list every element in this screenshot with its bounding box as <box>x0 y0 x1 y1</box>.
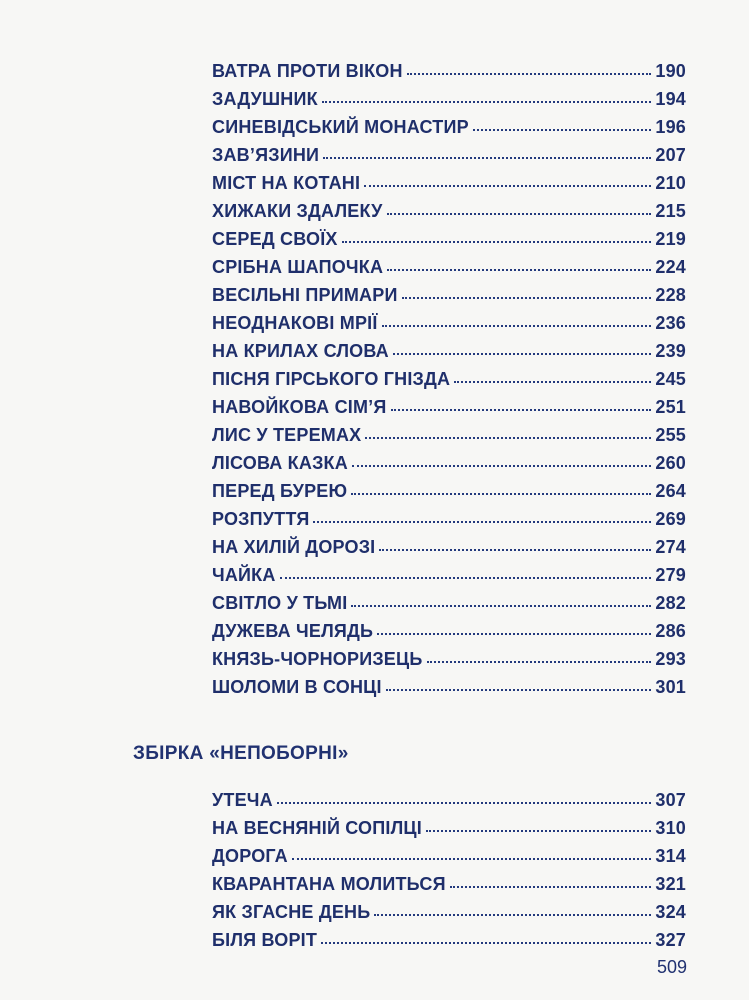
toc-entry-title: НЕОДНАКОВІ МРІЇ <box>212 313 378 333</box>
toc-entry-page-number: 321 <box>655 874 686 894</box>
dot-leader <box>426 830 651 832</box>
toc-entry-title: МІСТ НА КОТАНІ <box>212 173 361 193</box>
toc-entry <box>212 306 686 334</box>
toc-entry-title: ШОЛОМИ В СОНЦІ <box>212 677 382 697</box>
toc-entry-page-number: 282 <box>655 593 686 613</box>
toc-entry-page-number: 314 <box>655 846 686 866</box>
dot-leader <box>351 605 651 607</box>
toc-entry-title: НА КРИЛАХ СЛОВА <box>212 341 389 361</box>
toc-entry-page-number: 190 <box>655 61 686 81</box>
toc-entry-page-number: 310 <box>655 818 686 838</box>
toc-entry <box>212 502 686 530</box>
page-number: 509 <box>656 957 687 977</box>
toc-entry <box>212 867 686 895</box>
toc-entry <box>212 194 686 222</box>
toc-entry <box>212 418 686 446</box>
dot-leader <box>473 129 652 131</box>
toc-entry-page-number: 194 <box>655 89 686 109</box>
toc-entry-page-number: 269 <box>655 509 686 529</box>
dot-leader <box>322 101 652 103</box>
toc-entry-title: РОЗПУТТЯ <box>212 509 310 529</box>
toc-entry-title: КНЯЗЬ-ЧОРНОРИЗЕЦЬ <box>212 649 423 669</box>
dot-leader <box>377 633 651 635</box>
dot-leader <box>391 409 652 411</box>
toc-entry-page-number: 207 <box>655 145 686 165</box>
dot-leader <box>386 689 652 691</box>
dot-leader <box>374 914 651 916</box>
toc-entry-title: ХИЖАКИ ЗДАЛЕКУ <box>212 201 383 221</box>
toc-entry <box>212 586 686 614</box>
dot-leader <box>313 521 651 523</box>
toc-entry-page-number: 251 <box>655 397 686 417</box>
toc-entry-title: СИНЕВІДСЬКИЙ МОНАСТИР <box>212 117 469 137</box>
toc-entry-page-number: 264 <box>655 481 686 501</box>
toc-entry <box>212 138 686 166</box>
toc-entry <box>212 362 686 390</box>
dot-leader <box>454 381 651 383</box>
dot-leader <box>387 269 651 271</box>
toc-entry <box>212 54 686 82</box>
toc-entry-page-number: 239 <box>655 341 686 361</box>
toc-entry-page-number: 307 <box>655 790 686 810</box>
dot-leader <box>352 465 651 467</box>
toc-entry-title: ЗАДУШНИК <box>212 89 318 109</box>
toc-entry-page-number: 293 <box>655 649 686 669</box>
toc-entry <box>212 530 686 558</box>
toc-entry <box>212 334 686 362</box>
toc-entry-page-number: 224 <box>655 257 686 277</box>
toc-entry-page-number: 279 <box>655 565 686 585</box>
toc-entry <box>212 222 686 250</box>
toc-entry-title: ЛИС У ТЕРЕМАХ <box>212 425 362 445</box>
toc-entry <box>212 839 686 867</box>
toc-entry <box>212 166 686 194</box>
toc-entry-title: ДОРОГА <box>212 846 288 866</box>
dot-leader <box>351 493 651 495</box>
toc-entry-page-number: 236 <box>655 313 686 333</box>
dot-leader <box>379 549 651 551</box>
toc-entry-page-number: 260 <box>655 453 686 473</box>
toc-entry-page-number: 245 <box>655 369 686 389</box>
toc-entry <box>212 895 686 923</box>
toc-entry-title: УТЕЧА <box>212 790 273 810</box>
toc-entry-page-number: 324 <box>655 902 686 922</box>
toc-entry-title: ВЕСІЛЬНІ ПРИМАРИ <box>212 285 398 305</box>
dot-leader <box>450 886 652 888</box>
dot-leader <box>342 241 652 243</box>
toc-entry-title: НАВОЙКОВА СІМ’Я <box>212 397 387 417</box>
toc-entry <box>212 923 686 951</box>
toc-entry-page-number: 286 <box>655 621 686 641</box>
toc-entry-title: НА ХИЛІЙ ДОРОЗІ <box>212 537 376 557</box>
toc-entry-title: ПЕРЕД БУРЕЮ <box>212 481 348 501</box>
toc-entry-page-number: 228 <box>655 285 686 305</box>
toc-entry <box>212 783 686 811</box>
collection-heading: ЗБІРКА «НЕПОБОРНІ» <box>133 743 349 764</box>
toc-entry-title: СЕРЕД СВОЇХ <box>212 229 338 249</box>
toc-entry-title: ЯК ЗГАСНЕ ДЕНЬ <box>212 902 371 922</box>
dot-leader <box>364 185 651 187</box>
toc-entry-page-number: 301 <box>655 677 686 697</box>
dot-leader <box>365 437 651 439</box>
collection-table-of-contents <box>212 783 686 951</box>
toc-entry-page-number: 327 <box>655 930 686 950</box>
toc-entry <box>212 110 686 138</box>
toc-entry-page-number: 274 <box>655 537 686 557</box>
toc-entry <box>212 474 686 502</box>
toc-entry-title: ЧАЙКА <box>212 565 276 585</box>
toc-entry-title: СРІБНА ШАПОЧКА <box>212 257 384 277</box>
toc-entry-page-number: 215 <box>655 201 686 221</box>
toc-entry <box>212 614 686 642</box>
toc-entry-title: СВІТЛО У ТЬМІ <box>212 593 348 613</box>
toc-entry <box>212 811 686 839</box>
toc-entry-title: ВАТРА ПРОТИ ВІКОН <box>212 61 403 81</box>
toc-entry <box>212 250 686 278</box>
toc-entry-page-number: 255 <box>655 425 686 445</box>
dot-leader <box>393 353 652 355</box>
toc-entry-page-number: 196 <box>655 117 686 137</box>
toc-entry <box>212 642 686 670</box>
dot-leader <box>292 858 651 860</box>
toc-entry <box>212 670 686 698</box>
toc-entry <box>212 390 686 418</box>
table-of-contents <box>212 54 686 698</box>
toc-entry <box>212 446 686 474</box>
toc-entry-title: ЗАВ’ЯЗИНИ <box>212 145 320 165</box>
toc-entry-title: ЛІСОВА КАЗКА <box>212 453 348 473</box>
dot-leader <box>407 73 652 75</box>
toc-entry-title: ДУЖЕВА ЧЕЛЯДЬ <box>212 621 374 641</box>
dot-leader <box>280 577 652 579</box>
dot-leader <box>277 802 652 804</box>
toc-entry-title: ПІСНЯ ГІРСЬКОГО ГНІЗДА <box>212 369 451 389</box>
toc-entry-page-number: 210 <box>655 173 686 193</box>
toc-entry-title: КВАРАНТАНА МОЛИТЬСЯ <box>212 874 446 894</box>
toc-entry-page-number: 219 <box>655 229 686 249</box>
dot-leader <box>427 661 652 663</box>
toc-entry <box>212 558 686 586</box>
dot-leader <box>321 942 651 944</box>
dot-leader <box>402 297 652 299</box>
toc-entry <box>212 278 686 306</box>
toc-entry-title: БІЛЯ ВОРІТ <box>212 930 318 950</box>
dot-leader <box>387 213 652 215</box>
dot-leader <box>323 157 651 159</box>
dot-leader <box>382 325 652 327</box>
toc-entry <box>212 82 686 110</box>
toc-entry-title: НА ВЕСНЯНІЙ СОПІЛЦІ <box>212 818 422 838</box>
